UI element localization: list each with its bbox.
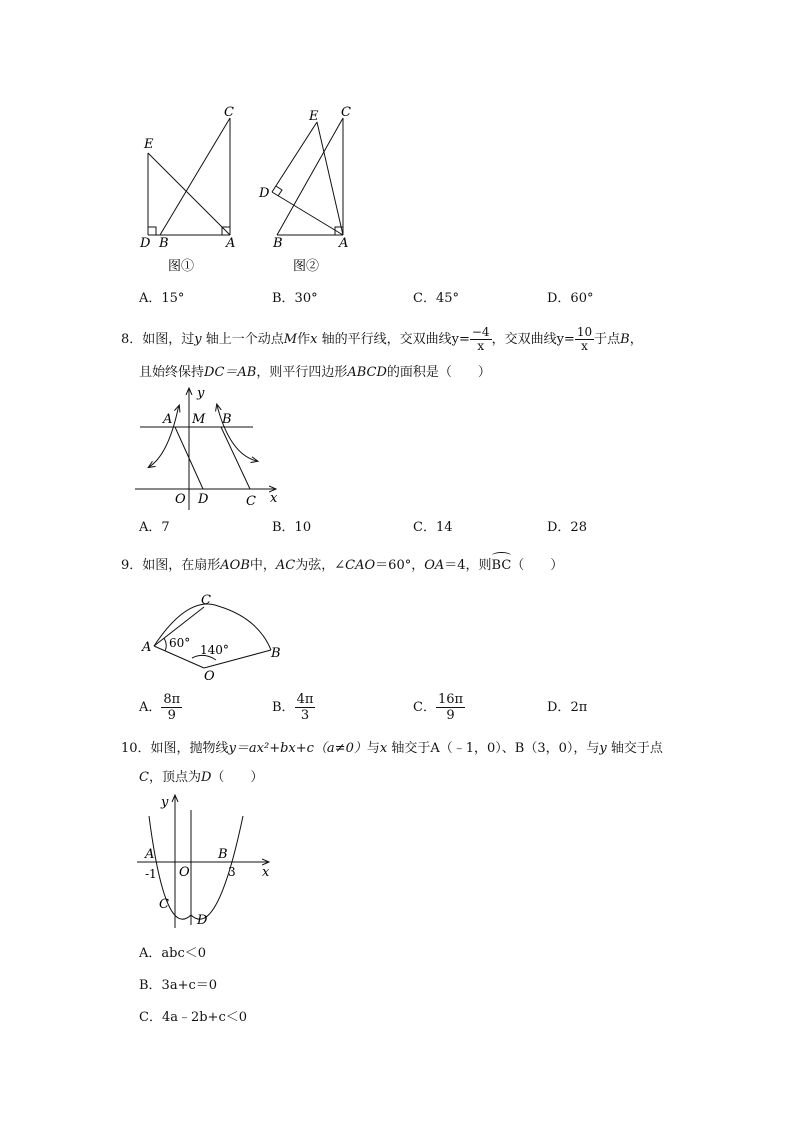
q8-stem-line-1: [121, 324, 643, 356]
q9-option-a-den: 9: [167, 708, 176, 723]
q9-option-b-den: 3: [300, 708, 310, 723]
fig2-label-c: C: [341, 105, 351, 120]
q9-option-d: [547, 690, 587, 726]
fig1-label-e: E: [144, 137, 154, 152]
q9-fig-label-o: O: [204, 669, 215, 684]
q10-option-c: C．4a﹣2b+c＜0: [139, 1010, 248, 1025]
q9-option-a-letter: A．: [139, 700, 162, 715]
q9-option-d-value: 2π: [570, 700, 588, 715]
q9-aob: AOB: [220, 558, 250, 573]
q8-text: 作: [297, 332, 311, 347]
q7-option-d: D．60°: [547, 291, 594, 306]
q8-text: ，则平行四边形: [256, 365, 348, 380]
q9-option-b-fraction: [295, 692, 316, 723]
q9-text: ＝4，则: [444, 558, 492, 573]
q8-dc-ab: DC＝AB: [204, 365, 257, 380]
q10-figure: [135, 790, 280, 935]
q8-curve2-prefix: y=: [556, 332, 575, 347]
q8-fig-label-d: D: [198, 492, 209, 507]
q8-fig-label-y: y: [197, 386, 205, 401]
q9-text: 为弦，∠: [295, 558, 346, 573]
q10-fig-label-c: C: [159, 897, 169, 912]
q8-abcd: ABCD: [347, 365, 387, 380]
q9-text: 中，: [249, 558, 276, 573]
fig2-label-d: D: [259, 186, 270, 201]
q10-points: A（﹣1，0）、B（3，0）: [430, 741, 574, 756]
q10-stem-line-2: [139, 769, 263, 787]
q8-text: 且始终保持: [139, 365, 205, 380]
q10-fig-label-a: A: [145, 847, 155, 862]
q9-option-b: [272, 690, 315, 726]
q9-option-a-num: 8π: [163, 692, 181, 707]
q10-text: （ ）: [211, 770, 264, 785]
q8-curve1-num: −4: [471, 325, 490, 339]
q9-text: ＝60°，: [375, 558, 425, 573]
fig1-label-a: A: [226, 236, 236, 251]
q8-text: ，交双曲线: [491, 332, 557, 347]
q9-fig-label-a: A: [142, 640, 152, 655]
q9-option-a: [139, 690, 182, 726]
q9-option-c-letter: C．: [413, 700, 436, 715]
q8-option-d: D．28: [547, 520, 587, 535]
q10-option-a: A．abc＜0: [139, 946, 207, 961]
q8-text: ，: [629, 332, 643, 347]
q9-option-d-letter: D．: [547, 700, 571, 715]
q8-curve2-num: 10: [576, 325, 593, 339]
q10-number: 10．: [121, 741, 151, 756]
q10-c-var: C: [139, 770, 149, 785]
q10-fig-label-d: D: [197, 913, 208, 928]
q7-figure-1: [130, 100, 250, 280]
q10-fig-label-x: x: [262, 865, 270, 880]
fig2-label-e: E: [309, 109, 319, 124]
q9-option-a-fraction: [161, 692, 182, 723]
fig1-caption: 图①: [168, 259, 195, 274]
q10-fig-label-neg1: -1: [145, 867, 157, 881]
q8-fig-label-m: M: [192, 412, 206, 427]
q7-option-c: C．45°: [413, 291, 459, 306]
q10-x-var: x: [379, 741, 388, 756]
q10-stem-line-1: [121, 740, 663, 758]
q10-formula: y＝ax²+bx+c（a≠0）: [228, 741, 367, 756]
q8-fig-label-c: C: [246, 494, 256, 509]
q9-option-c: [413, 690, 465, 726]
q9-text: （ ）: [511, 558, 564, 573]
q9-option-c-den: 9: [446, 708, 455, 723]
q9-option-b-letter: B．: [272, 700, 295, 715]
q9-text: 如图，在扇形: [142, 558, 221, 573]
q9-stem: [121, 557, 563, 575]
q8-curve1-den: x: [477, 339, 485, 353]
q7-option-b: B．30°: [272, 291, 318, 306]
q10-text: 与: [366, 741, 380, 756]
q9-option-c-num: 16π: [437, 692, 464, 707]
q9-fig-label-angle60: 60°: [169, 636, 191, 650]
q10-fig-label-o: O: [179, 865, 190, 880]
q10-fig-label-3: 3: [228, 865, 236, 879]
q8-text: 如图，过: [142, 332, 195, 347]
q8-option-b: B．10: [272, 520, 312, 535]
q10-option-b: B．3a+c＝0: [139, 978, 218, 993]
fig1-label-b: B: [159, 236, 169, 251]
q9-option-c-fraction: [436, 692, 465, 723]
q8-y-var: y: [194, 332, 202, 347]
q8-text: 轴上一个动点: [201, 332, 284, 347]
q8-option-c: C．14: [413, 520, 453, 535]
q9-fig-label-angle140: 140°: [200, 643, 229, 657]
q10-y-var: y: [599, 741, 607, 756]
q9-bc-arc: BC: [491, 558, 512, 573]
q8-fig-label-x: x: [270, 491, 278, 506]
fig2-caption: 图②: [293, 259, 320, 274]
q9-number: 9．: [121, 558, 143, 573]
q8-curve2-fraction: [575, 326, 594, 353]
q8-text: 轴的平行线，交双曲线: [317, 332, 452, 347]
q10-fig-label-b: B: [218, 847, 228, 862]
q8-curve1-prefix: y=: [451, 332, 470, 347]
q9-figure: [138, 590, 288, 685]
q8-figure: [135, 385, 285, 510]
q8-text: 于点: [594, 332, 621, 347]
q8-text: 的面积是（ ）: [386, 365, 491, 380]
q8-stem-line-2: [139, 364, 491, 382]
fig1-label-c: C: [224, 105, 234, 120]
q9-fig-label-b: B: [271, 646, 281, 661]
q9-oa: OA: [424, 558, 445, 573]
q10-d-var: D: [200, 770, 212, 785]
q10-text: ，顶点为: [148, 770, 201, 785]
fig1-label-d: D: [140, 236, 151, 251]
q10-text: ，与: [573, 741, 600, 756]
q9-ac: AC: [275, 558, 296, 573]
q10-text: 轴交于点: [606, 741, 663, 756]
q8-fig-label-a: A: [163, 412, 173, 427]
q8-b-var: B: [620, 332, 630, 347]
fig2-label-b: B: [273, 236, 283, 251]
q8-fig-label-o: O: [175, 492, 186, 507]
q8-fig-label-b: B: [222, 412, 232, 427]
q9-fig-label-c: C: [201, 593, 211, 608]
q8-curve1-fraction: [470, 326, 492, 353]
q9-option-b-num: 4π: [296, 692, 314, 707]
q8-curve2-den: x: [581, 339, 588, 353]
q10-fig-label-y: y: [161, 795, 169, 810]
q8-option-a: A．7: [139, 520, 170, 535]
q10-text: 如图，抛物线: [150, 741, 229, 756]
fig2-label-a: A: [339, 236, 349, 251]
q8-number: 8．: [121, 332, 143, 347]
q8-m-var: M: [283, 332, 298, 347]
q8-x-var: x: [310, 332, 318, 347]
q7-option-a: A．15°: [139, 291, 185, 306]
q7-figure-2: [255, 100, 365, 280]
q10-text: 轴交于: [387, 741, 431, 756]
q9-cao: CAO: [345, 558, 376, 573]
